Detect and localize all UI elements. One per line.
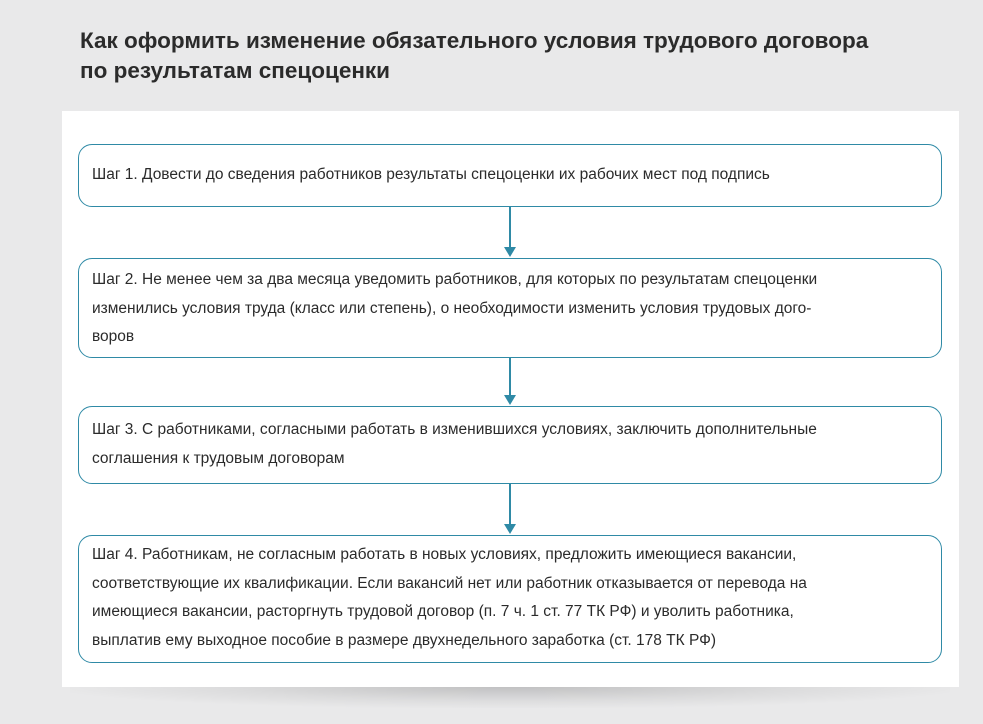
step-4-box [78, 535, 942, 663]
step-4-line-3: имеющиеся вакансии, расторгнуть трудовой договор (п. 7 ч. 1 ст. 77 ТК РФ) и уволить работника, [92, 603, 794, 620]
step-4-line-4: выплатив ему выходное пособие в размере двухнедельного заработка (ст. 178 ТК РФ) [92, 631, 717, 649]
step-3-box [78, 406, 942, 484]
step-1-line-1: Шаг 1. Довести до сведения работников результаты спецоценки их рабочих мест под подпись [92, 166, 770, 183]
arrow-down-icon [504, 247, 516, 257]
step-3-line-1: Шаг 3. С работниками, согласными работать в изменившихся условиях, заключить дополнительные [92, 421, 817, 438]
page-title-line-2: по результатам спецоценки [80, 58, 391, 83]
arrow-3-line [509, 484, 511, 525]
arrow-2-line [509, 358, 511, 396]
step-3-line-2: соглашения к трудовым договорам [92, 449, 345, 467]
step-4-line-2: соответствующие их квалификации. Если вакансий нет или работник отказывается от перевода на [92, 574, 807, 592]
step-1-box [78, 144, 942, 207]
step-2-line-2: изменились условия труда (класс или степень), о необходимости изменить условия трудовых дого- [92, 299, 812, 317]
step-2-line-3: воров [92, 328, 135, 345]
step-2-line-1: Шаг 2. Не менее чем за два месяца уведомить работников, для которых по результатам спецоценки [92, 271, 818, 288]
page-title [80, 26, 960, 86]
step-2-box [78, 258, 942, 358]
panel-shadow [70, 686, 950, 708]
step-4-line-1: Шаг 4. Работникам, не согласным работать в новых условиях, предложить имеющиеся вакансии, [92, 546, 797, 563]
arrow-1-line [509, 207, 511, 248]
page-title-line-1: Как оформить изменение обязательного условия трудового договора [80, 28, 869, 53]
arrow-down-icon [504, 524, 516, 534]
arrow-down-icon [504, 395, 516, 405]
